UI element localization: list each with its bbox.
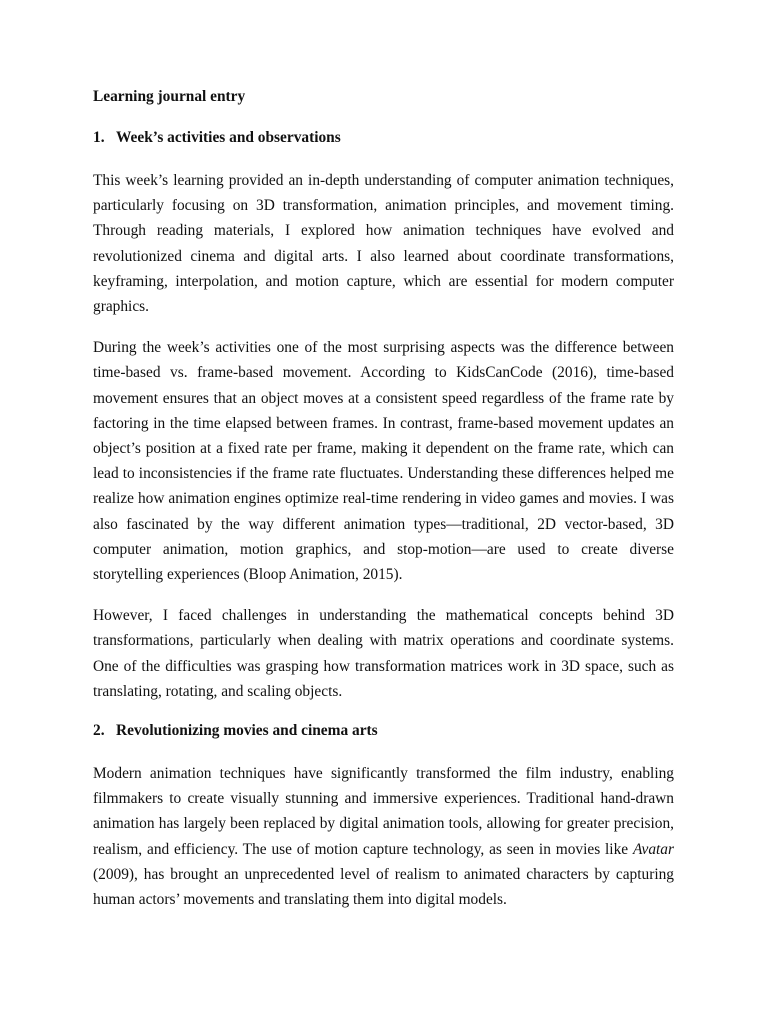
section-1-paragraph-2: During the week’s activities one of the most surprising aspects was the difference between time-based vs. frame-based movement. According to KidsCanCode (2016), time-based movement ensures that an object moves at a consistent speed regardless of the frame rate by factoring in the time elapsed between frames. In contrast, frame-based movement updates an object’s position at a fixed rate per frame, making it dependent on the frame rate, which can lead to inconsistencies if the frame rate fluctuates. Understanding these differences helped me realize how animation engines optimize real-time rendering in video games and movies. I was also fascinated by the way different animation types—traditional, 2D vector-based, 3D computer animation, motion graphics, and stop-motion—are used to create diverse storytelling experiences (Bloop Animation, 2015). — [93, 339, 674, 584]
section-2-paragraph-1-before: Modern animation techniques have significantly transformed the film industry, enabling filmmakers to create visually stunning and immersive experiences. Traditional hand-drawn animation has largely been replaced by digital animation tools, allowing for greater precision, realism, and efficiency. The use of motion capture technology, as seen in movies like — [93, 765, 674, 858]
section-2-heading — [93, 720, 674, 742]
section-1-heading-text: Week’s activities and observations — [116, 129, 341, 146]
section-2-paragraph-1-after: (2009), has brought an unprecedented level of realism to animated characters by capturing human actors’ movements and translating them into digital models. — [93, 865, 674, 909]
section-1-paragraph-3: However, I faced challenges in understanding the mathematical concepts behind 3D transformations, particularly when dealing with matrix operations and coordinate systems. One of the difficulties was grasping how transformation matrices work in 3D space, such as translating, rotating, and scaling objects. — [93, 607, 674, 700]
section-2-paragraph-1 — [93, 761, 674, 912]
document-page — [93, 86, 674, 928]
section-2-heading-text: Revolutionizing movies and cinema arts — [116, 722, 378, 740]
section-1-number: 1. — [93, 129, 105, 146]
section-1-heading — [93, 127, 674, 149]
section-1-paragraph-1: This week’s learning provided an in-depth understanding of computer animation techniques, particularly focusing on 3D transformation, animation principles, and movement timing. Through reading materials, I explored how animation techniques have evolved and revolutionized cinema and digital arts. I also learned about coordinate transformations, keyframing, interpolation, and motion capture, which are essential for modern computer graphics. — [93, 172, 674, 316]
movie-title-italic: Avatar — [632, 840, 674, 858]
document-title: Learning journal entry — [93, 88, 246, 105]
section-2-number: 2. — [93, 722, 105, 740]
